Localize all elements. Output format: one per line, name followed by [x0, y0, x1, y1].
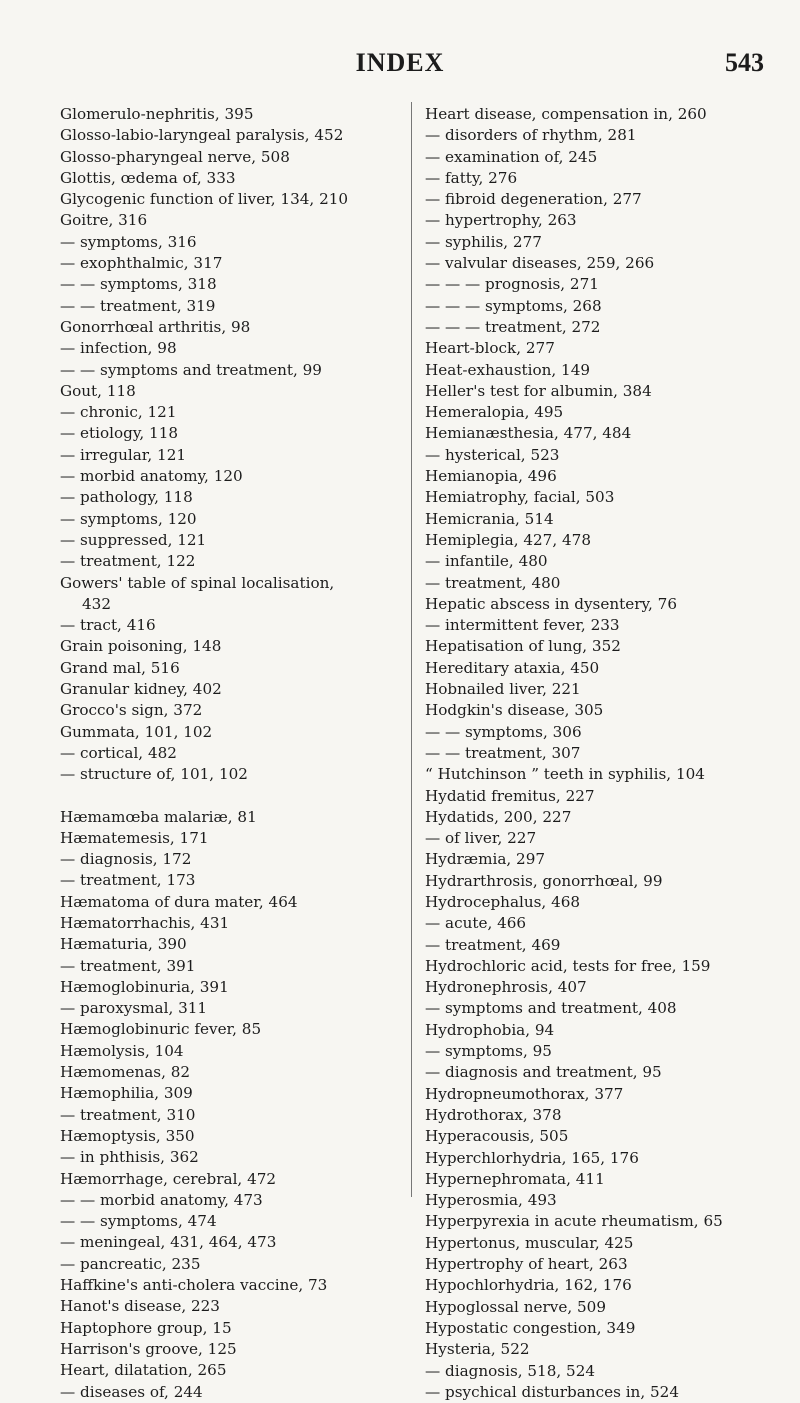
index-entry: Heart, dilatation, 265: [60, 1361, 227, 1380]
index-entry: — meningeal, 431, 464, 473: [60, 1233, 277, 1252]
index-entry: Hydronephrosis, 407: [425, 978, 587, 997]
index-entry: Hæmolysis, 104: [60, 1041, 184, 1060]
index-entry: Grain poisoning, 148: [60, 637, 222, 656]
index-column-left: [60, 104, 396, 1403]
index-entry: Glomerulo-nephritis, 395: [60, 105, 254, 123]
index-entry: Heart-block, 277: [425, 339, 555, 358]
index-entry: Glosso-pharyngeal nerve, 508: [60, 147, 290, 166]
index-entry: — — — symptoms, 268: [425, 296, 602, 315]
index-entry: Hypernephromata, 411: [425, 1169, 605, 1188]
index-entry: — exophthalmic, 317: [60, 254, 223, 273]
index-entry: Hydrocephalus, 468: [425, 892, 581, 911]
index-entry: Hemicrania, 514: [425, 509, 554, 528]
index-entry: — hysterical, 523: [425, 445, 560, 464]
index-entry: — intermittent fever, 233: [425, 616, 620, 635]
index-entry: — infantile, 480: [425, 552, 548, 571]
index-entry: Hæmatoma of dura mater, 464: [60, 892, 298, 911]
index-entry: — cortical, 482: [60, 743, 177, 762]
index-entry: Hæmoglobinuric fever, 85: [60, 1020, 262, 1039]
index-entry: — symptoms, 95: [425, 1042, 552, 1061]
index-entry: Hemeralopia, 495: [425, 403, 564, 422]
index-entry: Hæmoptysis, 350: [60, 1126, 195, 1145]
index-entry: 432: [82, 594, 111, 613]
column-divider: [411, 102, 412, 1197]
index-entry: — suppressed, 121: [60, 530, 207, 549]
index-entry: Hodgkin's disease, 305: [425, 701, 604, 720]
index-entry: Hyperpyrexia in acute rheumatism, 65: [425, 1212, 723, 1231]
index-entry: — morbid anatomy, 120: [60, 467, 243, 486]
page-number: 543: [725, 48, 764, 77]
index-entry: Glottis, œdema of, 333: [60, 168, 236, 187]
index-entry: Hæmophilia, 309: [60, 1084, 193, 1103]
index-column-right: [425, 104, 770, 1403]
index-entry: — etiology, 118: [60, 424, 179, 443]
index-entry: Hæmatemesis, 171: [60, 828, 209, 847]
index-entry: — treatment, 480: [425, 573, 561, 592]
index-entry: Hydrophobia, 94: [425, 1020, 555, 1039]
page-header: [0, 46, 800, 86]
index-entry: Hydræmia, 297: [425, 850, 546, 869]
index-entry: Hydrarthrosis, gonorrhœal, 99: [425, 871, 663, 890]
index-entry: Hydatids, 200, 227: [425, 807, 572, 826]
index-entry: Hæmomenas, 82: [60, 1063, 191, 1082]
index-entry: — hypertrophy, 263: [425, 211, 577, 230]
index-entry: Hæmaturia, 390: [60, 935, 187, 954]
index-entry: Hypostatic congestion, 349: [425, 1318, 636, 1337]
index-entry: — psychical disturbances in, 524: [425, 1382, 679, 1401]
index-entry: Haptophore group, 15: [60, 1318, 232, 1337]
index-entry: Gout, 118: [60, 381, 136, 400]
index-entry: Hanot's disease, 223: [60, 1297, 220, 1316]
index-entry: — treatment, 391: [60, 956, 196, 975]
index-entry: Hemianæsthesia, 477, 484: [425, 424, 632, 443]
index-entry: Hepatic abscess in dysentery, 76: [425, 594, 678, 613]
index-entry: — infection, 98: [60, 339, 177, 358]
index-entry: Hydropneumothorax, 377: [425, 1084, 624, 1103]
index-entry: — — morbid anatomy, 473: [60, 1190, 263, 1209]
index-entry: — structure of, 101, 102: [60, 765, 248, 784]
index-entry: — — treatment, 307: [425, 743, 581, 762]
index-entry: — diagnosis and treatment, 95: [425, 1063, 662, 1082]
index-entry: Heller's test for albumin, 384: [425, 381, 652, 400]
index-entry: — paroxysmal, 311: [60, 999, 208, 1018]
index-entry: — treatment, 310: [60, 1105, 196, 1124]
index-entry: Gummata, 101, 102: [60, 722, 213, 741]
index-entry: Gowers' table of spinal localisation,: [60, 573, 335, 592]
index-entry: — treatment, 469: [425, 935, 561, 954]
index-entry: Hemiplegia, 427, 478: [425, 530, 591, 549]
index-entry: — symptoms, 316: [60, 232, 197, 251]
index-entry: — treatment, 122: [60, 552, 196, 571]
index-entry: Hyperosmia, 493: [425, 1191, 557, 1210]
index-entry: — pathology, 118: [60, 488, 193, 507]
index-entry: — diagnosis, 172: [60, 850, 192, 869]
index-entry: Grocco's sign, 372: [60, 701, 203, 720]
index-entry: — of liver, 227: [425, 829, 537, 848]
index-entry: — — symptoms, 306: [425, 722, 582, 741]
index-entry: — — treatment, 319: [60, 296, 216, 315]
index-entry: Granular kidney, 402: [60, 680, 222, 699]
index-entry: — acute, 466: [425, 914, 527, 933]
index-entry: — valvular diseases, 259, 266: [425, 254, 655, 273]
index-entry: Hepatisation of lung, 352: [425, 637, 621, 656]
index-entry: — fatty, 276: [425, 168, 518, 187]
index-entry: — examination of, 245: [425, 147, 598, 166]
index-entry: Hydrothorax, 378: [425, 1105, 562, 1124]
index-entry: Hyperacousis, 505: [425, 1127, 569, 1146]
index-entry: — — symptoms, 318: [60, 275, 217, 294]
index-entry: “ Hutchinson ” teeth in syphilis, 104: [425, 765, 705, 784]
index-entry: Hypertrophy of heart, 263: [425, 1255, 628, 1274]
index-entry: — treatment, 173: [60, 871, 196, 890]
page-title: INDEX: [355, 48, 445, 77]
index-entry: Goitre, 316: [60, 211, 148, 230]
index-entry: Hereditary ataxia, 450: [425, 658, 600, 677]
index-entry: Haffkine's anti-cholera vaccine, 73: [60, 1276, 328, 1295]
index-entry: Hypertonus, muscular, 425: [425, 1233, 634, 1252]
index-entry: Heat-exhaustion, 149: [425, 360, 591, 379]
index-entry: — tract, 416: [60, 616, 156, 635]
index-entry: Grand mal, 516: [60, 658, 180, 677]
index-entry: — — symptoms, 474: [60, 1212, 217, 1231]
index-entry: — diagnosis, 518, 524: [425, 1361, 596, 1380]
index-entry: Hæmamœba malariæ, 81: [60, 807, 257, 826]
index-entry: Gonorrhœal arthritis, 98: [60, 317, 251, 336]
index-entry: Harrison's groove, 125: [60, 1339, 237, 1358]
index-entry: Hydrochloric acid, tests for free, 159: [425, 956, 711, 975]
index-entry: — symptoms, 120: [60, 509, 197, 528]
index-entry: — syphilis, 277: [425, 232, 542, 251]
index-entry: — chronic, 121: [60, 403, 177, 422]
index-entry: — fibroid degeneration, 277: [425, 190, 642, 209]
index-entry: Hyperchlorhydria, 165, 176: [425, 1148, 639, 1167]
index-entry: — irregular, 121: [60, 445, 187, 464]
index-entry: Hypochlorhydria, 162, 176: [425, 1276, 632, 1295]
index-entry: Glycogenic function of liver, 134, 210: [60, 190, 349, 209]
index-entry: — in phthisis, 362: [60, 1148, 199, 1167]
index-entry: — — — treatment, 272: [425, 317, 601, 336]
index-entry: Hydatid fremitus, 227: [425, 786, 595, 805]
index-entry: Hypoglossal nerve, 509: [425, 1297, 606, 1316]
index-entry: — symptoms and treatment, 408: [425, 999, 677, 1018]
index-entry: — — — prognosis, 271: [425, 275, 599, 294]
index-entry: Hæmatorrhachis, 431: [60, 913, 230, 932]
index-entry: Glosso-labio-laryngeal paralysis, 452: [60, 126, 344, 145]
index-entry: — disorders of rhythm, 281: [425, 126, 637, 145]
index-entry: Heart disease, compensation in, 260: [425, 105, 707, 123]
index-entry: Hæmorrhage, cerebral, 472: [60, 1169, 277, 1188]
index-entry: — pancreatic, 235: [60, 1254, 201, 1273]
index-entry: Hemiatrophy, facial, 503: [425, 488, 615, 507]
index-entry: — — symptoms and treatment, 99: [60, 360, 322, 379]
index-entry: Hæmoglobinuria, 391: [60, 977, 229, 996]
index-entry: Hysteria, 522: [425, 1340, 530, 1359]
index-entry: Hobnailed liver, 221: [425, 680, 581, 699]
index-entry: — diseases of, 244: [60, 1382, 203, 1401]
index-entry: Hemianopia, 496: [425, 467, 557, 486]
